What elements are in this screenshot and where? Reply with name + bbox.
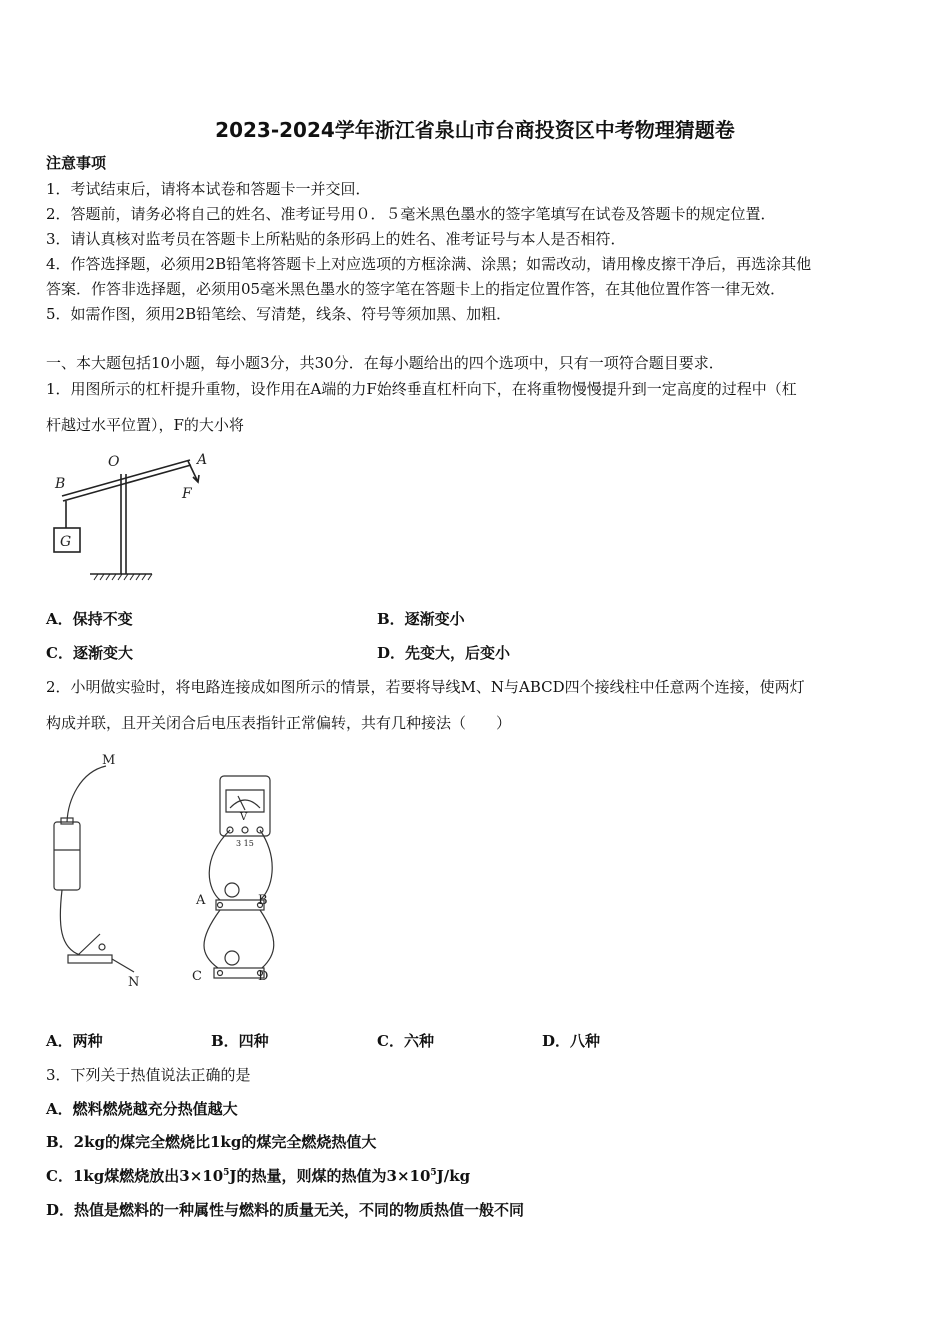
notice-heading: 注意事项 — [46, 154, 107, 172]
label-voltmeter: V — [240, 812, 248, 823]
notice-item: 1．考试结束后，请将本试卷和答题卡一并交回． — [46, 180, 371, 198]
q2-option-b: B．四种 — [211, 1032, 269, 1050]
label-o: O — [108, 454, 120, 470]
q3-option-c-text: J/kg — [436, 1167, 471, 1185]
notice-item: 2．答题前，请务必将自己的姓名、准考证号用０．５毫米黑色墨水的签字笔填写在试卷及答题卡的规定位置． — [46, 205, 776, 223]
q2-option-d: D．八种 — [542, 1032, 601, 1050]
q1-option-d: D．先变大，后变小 — [377, 644, 511, 662]
q3-option-c-text: J的热量，则煤的热值为3×10 — [229, 1167, 431, 1185]
question-1-stem-line2: 杆越过水平位置），F的大小将 — [46, 416, 244, 434]
label-b: B — [55, 476, 66, 492]
section-heading: 一、本大题包括10小题，每小题3分，共30分．在每小题给出的四个选项中，只有一项符合题目要求． — [46, 354, 724, 372]
label-a: A — [197, 452, 208, 468]
label-terminal-d: D — [258, 969, 269, 984]
question-2-stem-line1: 2．小明做实验时，将电路连接成如图所示的情景，若要将导线M、N与ABCD四个接线柱中任意两个连接，使两灯 — [46, 678, 805, 696]
q1-option-a: A．保持不变 — [46, 610, 133, 628]
q3-option-b: B．2kg的煤完全燃烧比1kg的煤完全燃烧热值大 — [46, 1133, 377, 1151]
label-terminal-c: C — [192, 969, 202, 984]
page-title: 2023-2024学年浙江省泉山市台商投资区中考物理猜题卷 — [215, 118, 735, 142]
notice-item: 3．请认真核对监考员在答题卡上所粘贴的条形码上的姓名、准考证号与本人是否相符． — [46, 230, 626, 248]
label-voltmeter-scale: 3 15 — [236, 839, 254, 848]
label-n: N — [128, 975, 140, 990]
notice-item: 4．作答选择题，必须用2B铅笔将答题卡上对应选项的方框涂满、涂黑；如需改动，请用橡皮擦干净后，再选涂其他 — [46, 255, 812, 273]
question-3-stem: 3．下列关于热值说法正确的是 — [46, 1066, 251, 1084]
q2-option-c: C．六种 — [377, 1032, 434, 1050]
q3-option-a: A．燃料燃烧越充分热值越大 — [46, 1100, 238, 1118]
label-terminal-a: A — [196, 893, 206, 908]
q3-option-c-exponent: 5 — [430, 1168, 437, 1178]
q3-option-d: D．热值是燃料的一种属性与燃料的质量无关，不同的物质热值一般不同 — [46, 1201, 525, 1219]
label-f: F — [182, 486, 192, 502]
question-1-stem-line1: 1．用图所示的杠杆提升重物，设作用在A端的力F始终垂直杠杆向下，在将重物慢慢提升到一定高度的过程中（杠 — [46, 380, 797, 398]
label-g: G — [60, 534, 72, 550]
q3-option-c — [46, 1165, 470, 1186]
label-m: M — [102, 753, 116, 768]
q1-option-b: B．逐渐变小 — [377, 610, 465, 628]
lever-diagram — [46, 446, 216, 586]
circuit-diagram — [40, 750, 290, 995]
notice-item: 答案．作答非选择题，必须用05毫米黑色墨水的签字笔在答题卡上的指定位置作答，在其他位置作答一律无效． — [46, 280, 786, 298]
q3-option-c-exponent: 5 — [223, 1168, 230, 1178]
q2-option-a: A．两种 — [46, 1032, 103, 1050]
q1-option-c: C．逐渐变大 — [46, 644, 133, 662]
notice-item: 5．如需作图，须用2B铅笔绘、写清楚，线条、符号等须加黑、加粗． — [46, 305, 512, 323]
question-2-stem-line2: 构成并联，且开关闭合后电压表指针正常偏转，共有几种接法（ ） — [46, 714, 512, 732]
q3-option-c-text: C．1kg煤燃烧放出3×10 — [46, 1167, 224, 1185]
label-terminal-b: B — [258, 893, 268, 908]
